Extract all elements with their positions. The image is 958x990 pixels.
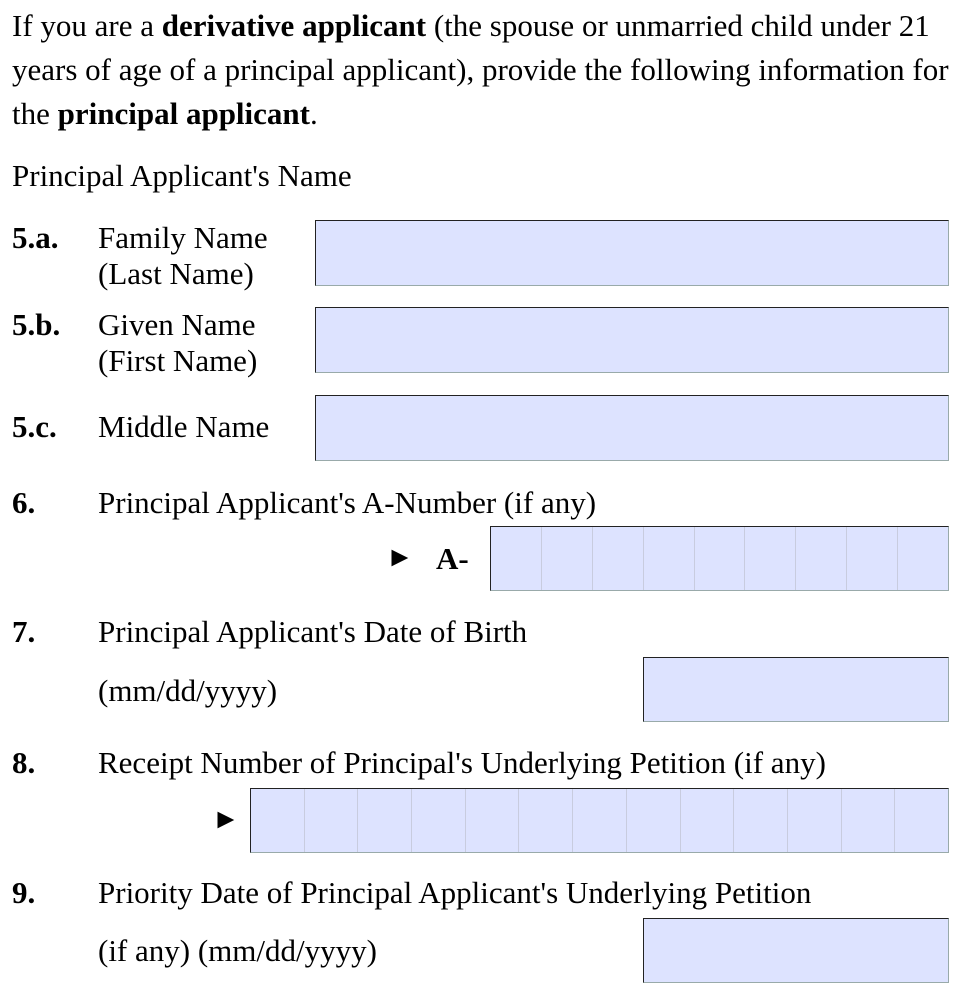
intro-text-1: If you are a <box>12 8 162 43</box>
intro-text-2: (the spouse or unmarried child under 21 years of age of a principal applicant), provide the following information for the <box>12 8 949 131</box>
item-9-number: 9. <box>12 875 36 910</box>
item-5a-label-line2: (Last Name) <box>98 256 254 291</box>
item-5b-number: 5.b. <box>12 307 61 342</box>
item-5a-label-line1: Family Name <box>98 220 268 255</box>
receipt-number-field[interactable] <box>250 788 949 853</box>
item-5c-label: Middle Name <box>98 409 270 444</box>
intro-text-3: . <box>309 96 318 131</box>
intro-bold-derivative: derivative applicant <box>161 8 427 43</box>
item-8-arrow-icon: ► <box>212 804 240 835</box>
priority-date-field[interactable] <box>643 918 949 983</box>
item-7-number: 7. <box>12 614 36 649</box>
item-5c-number: 5.c. <box>12 409 57 444</box>
item-6-number: 6. <box>12 485 36 520</box>
a-number-field[interactable] <box>490 526 949 591</box>
item-7-label: Principal Applicant's Date of Birth <box>98 614 528 649</box>
a-number-prefix: A- <box>436 541 469 576</box>
item-5b-label-line2: (First Name) <box>98 343 258 378</box>
intro-paragraph <box>12 4 952 136</box>
item-5a-number: 5.a. <box>12 220 59 255</box>
item-9-sublabel: (if any) (mm/dd/yyyy) <box>98 933 377 968</box>
receipt-number-comb <box>251 789 948 852</box>
item-6-label: Principal Applicant's A-Number (if any) <box>98 485 597 520</box>
intro-bold-principal: principal applicant <box>57 96 310 131</box>
given-name-field[interactable] <box>315 307 949 373</box>
family-name-field[interactable] <box>315 220 949 286</box>
date-of-birth-field[interactable] <box>643 657 949 722</box>
item-8-number: 8. <box>12 745 36 780</box>
section-title: Principal Applicant's Name <box>12 158 352 193</box>
item-9-label: Priority Date of Principal Applicant's Underlying Petition <box>98 875 812 910</box>
item-6-arrow-icon: ► <box>386 542 414 573</box>
item-7-sublabel: (mm/dd/yyyy) <box>98 673 278 708</box>
item-8-label: Receipt Number of Principal's Underlying Petition (if any) <box>98 745 826 780</box>
item-5b-label-line1: Given Name <box>98 307 256 342</box>
middle-name-field[interactable] <box>315 395 949 461</box>
a-number-comb <box>491 527 948 590</box>
